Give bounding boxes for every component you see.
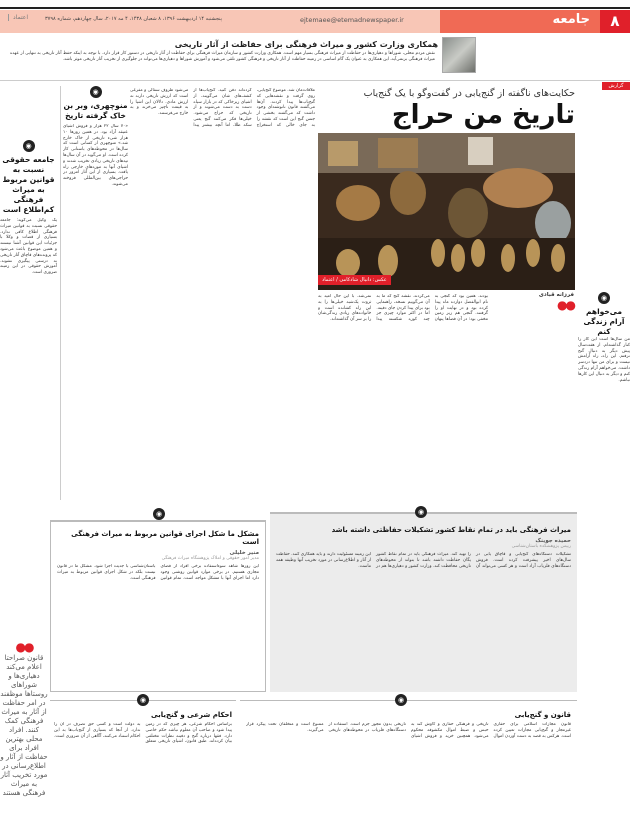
article-body-small: براساس احکام شرعی، هر چیزی که در زمین پیدا شود و صاحب آن معلوم نباشد حکم خاصی دارد. فقها درباره گنج و دفینه نظرات مختلفی بیان کرده‌اند. طبق قانون، اشیای تاریخی متعلق به دولت است و کسی حق تصرف در آن را ندارد. از آنجا که بسیاری از گنج‌یاب‌ها به این احکام استناد می‌کنند، آگاهی از آن ضروری است.: [54, 722, 232, 745]
column-title: منوچهری، وبر بن خاک گرفته تاریخ: [63, 101, 128, 120]
box-author-role: رییس پژوهشکده باستان‌شناسی: [511, 544, 571, 549]
article-title-small: قانون و گنج‌یابی: [514, 711, 571, 719]
column-title: جامعه حقوقی نسبت به قوانین مربوط به میراث فرهنگی کم‌اطلاع است: [2, 155, 55, 214]
quote-marks-icon: ●●: [15, 640, 33, 654]
author-column: [492, 292, 574, 497]
sidebar-body: من سال‌ها است این کار را کنار گذاشته‌ام. از هفت‌سال پیش دیگر به دنبال گنج نرفتم. این راه، راه آرامش نیست و برای من تنها دردسر داشت. می‌خواهم آرام زندگی کنم و دیگر به دنبال این کارها نباشم.: [578, 337, 630, 383]
box-body: این روزها شاهد سوءاستفاده برخی افراد از فضای مجازی هستیم. در برخی موارد قوانین روشنی وجود دارد اما اجرای آنها با مشکل مواجه است. تمام قوانین باستان‌شناسی با جدیت اجرا شود. مشکل ما در قانون نیست بلکه در شکل اجرای قوانین مربوط به میراث فرهنگی است.: [57, 564, 259, 581]
sidebar-right: [578, 292, 630, 432]
column-icon: ◉: [23, 140, 35, 152]
issue-date: پنجشنبه ۱۴ اردیبهشت ۱۳۹۶، ۸ شعبان ۱۴۳۸، ۴ مه ۲۰۱۷، سال چهاردهم، شماره ۳۷۹۸: [45, 16, 222, 22]
article-law: [240, 696, 577, 820]
article-title: تاریخ من حراج: [391, 100, 575, 130]
teaser-body: نقش مردم محلی، شوراها و دهیاری‌ها در حفاظت از میراث فرهنگی بسیار مهم است. همکاری وزارت کشور و سازمان میراث فرهنگی برای حفاظت از آثار تاریخی در دستور کار قرار دارد. با توجه به اینکه حفظ آثار تاریخی به تنهایی از عهده میراث فرهنگی برنمی‌آید، این همکاری به عنوان یک گام اساسی در زمینه حفاظت از آثار تاریخی و فرهنگی کشور تلقی می‌شود و آموزش شوراها و دهیاری‌ها می‌تواند در جلوگیری از تخریب آثار تاریخی موثر باشد.: [10, 51, 435, 62]
section-name: جامعه: [552, 12, 590, 27]
top-rule: [0, 7, 630, 9]
article-sharia: [50, 696, 236, 820]
article-body-small: قانون مجازات اسلامی برای حفاری غیرمجاز و گنج‌یابی مجازات تعیین کرده است. هرکس به قصد به دست آوردن اموال تاریخی و فرهنگی حفاری و کاوش کند به حبس و ضبط اموال مکشوفه محکوم می‌شود. همچنین خرید و فروش اشیای تاریخی بدون مجوز جرم است. استفاده از دستگاه‌های فلزیاب در محوطه‌های تاریخی ممنوع است و متخلفان تحت پیگرد قرار می‌گیرند.: [246, 722, 571, 739]
teaser-thumbnail: [442, 37, 476, 73]
column-body: «۷۰ سال ۲۲ هزار و فروش اشیای عتیقه آزاد بود. در همین روزها ۱۰ هزار شیء تاریخی از خاک خارج شد.» منوچهری از کسانی است که سال‌ها در محوطه‌های باستانی کار کرده است. او می‌گوید در آن سال‌ها تپه‌های تاریخی زیادی تخریب شدند و اشیای آنها به موزه‌های خارجی راه یافت. بسیاری از این آثار امروز در حراجی‌های بین‌المللی فروخته می‌شوند.: [63, 124, 128, 187]
column-icon: ◉: [395, 694, 407, 706]
page-number: ۸: [600, 10, 630, 33]
column-body: یک وکیل می‌گوید: جامعه حقوقی نسبت به قوانین میراث فرهنگی اطلاع کافی ندارد. بسیاری از قضات و وکلا با جزئیات این قوانین آشنا نیستند و همین موضوع باعث می‌شود که پرونده‌های قاچاق آثار تاریخی به درستی پیگیری نشوند. آموزش حقوقی در این زمینه ضروری است.: [0, 218, 57, 276]
column-icon: ◉: [598, 292, 610, 304]
article-title-small: احکام شرعی و گنج‌یابی: [151, 711, 232, 719]
article-subtitle: حکایت‌های ناگفته از گنج‌یابی در گفت‌وگو با یک گنج‌یاب: [363, 88, 575, 99]
column-icon: ◉: [415, 506, 427, 518]
article-body-left: ملاقات‌مان شد. موضوع گنج‌یابی، روی گرفت و نقشه‌هایی که گنج‌یاب‌ها پیدا کردند. آن‌ها می‌گفتند قانون نانوشته‌ای وجود داشت که می‌گفتند بخشی از جنس گنج این است که نقشه را به جای خالی که استخراج کرده‌اند دفن کنید. گنج‌یاب‌ها از کشف‌های شان می‌گویند، از اشیای زیرخاکی که در بازار سیاه دست به دست می‌شوند و از تاریخی که حراج می‌شود. خیلی‌ها فکر می‌کنند گنج یعنی سکه طلا، اما آنچه بیشتر پیدا می‌شود ظروف سفالی و مفرغی است که ارزش تاریخی دارند نه ارزش مادی. دلالان این اشیا را به قیمت ناچیز می‌خرند و به خارج می‌فرستند.: [130, 88, 315, 128]
box-author: منیر خلیلی: [229, 550, 259, 556]
pull-quote-text: قانون صراحتا اعلام می‌کند دهیاری‌ها و شوراهای روستاها موظفند در امر حفاظت از آثار به میراث فرهنگی کمک کنند. افراد محلی بهترین افراد برای حفاظت از آثار و اطلاع‌رسانی در مورد تخریب آثار به میراث فرهنگی هستند: [0, 654, 48, 797]
article-photo: [318, 133, 575, 290]
column-icon: ◉: [137, 694, 149, 706]
quote-marks-icon: ●●: [557, 298, 574, 312]
column-icon: ◉: [153, 508, 165, 520]
column-icon: ◉: [90, 86, 102, 98]
photo-caption: عکس: دانیال شادکامی / اعتماد: [318, 275, 391, 285]
column-manouchehri: [60, 86, 128, 500]
interview-box-right: [270, 508, 577, 692]
teaser-headline: همکاری وزارت کشور و میراث فرهنگی برای حفاظت از آثار تاریخی: [174, 40, 438, 49]
section-email[interactable]: ejtemaee@etemadnewspaper.ir: [300, 16, 404, 24]
box-body: تشکیلات دستگاه‌های گنج‌یابی و قاچاق یابی در سال‌های اخیر پیشرفت کرده است. فروش دستگاه‌های فلزیاب آزاد است و هر کسی می‌تواند آن را تهیه کند. میراث فرهنگی باید در تمام نقاط کشور یگان حفاظت داشته باشد تا بتواند از محوطه‌های تاریخی محافظت کند. وزارت کشور و دهیاری‌ها هم در این زمینه مسئولیت دارند و باید همکاری کنند. حفاظت از آثار و اطلاع‌رسانی در مورد تخریب آنها وظیفه همه ماست.: [276, 552, 571, 569]
report-label: گزارش: [602, 82, 630, 90]
box-author-role: مدیر امور حقوقی و املاک پژوهشگاه میراث فرهنگی: [161, 556, 259, 561]
newspaper-logo: اعتماد: [8, 14, 28, 21]
interview-box-left: [50, 510, 266, 692]
article-author: فرزانه قبادی: [538, 292, 574, 298]
box-title: مشکل ما شکل اجرای قوانین مربوط به میراث فرهنگی است: [71, 530, 259, 546]
box-author: حمیده جوینک: [535, 538, 571, 544]
sidebar-title: می‌خواهم آرام زندگی کنم: [583, 307, 625, 336]
box-title: میراث فرهنگی باید در تمام نقاط کشور تشکیلات حفاظتی داشته باشد: [331, 526, 571, 534]
article-body-right: بودند. همین بود که گنجی به نام ابوالفضل دوازده ماه پیدا کرده بود و در نهایت او را گرفتند. گنجی هم زیر زمین مخفی بود؛ در آن فضاها پنهان می‌کردند. نقشه گنج که ما به آن می‌گوییم نسخه، راهنمایی بود برای پیدا کردن جای دفینه. اما در اکثر موارد چیزی جز چند کوزه شکسته پیدا نمی‌شد. با این حال امید به ثروت یک‌شبه خیلی‌ها را به این راه کشانده است و خانواده‌های زیادی زندگی‌شان را بر سر آن گذاشته‌اند.: [318, 294, 488, 323]
column-legal: [0, 140, 57, 500]
divider: [0, 80, 630, 81]
pull-quote: [0, 640, 48, 820]
